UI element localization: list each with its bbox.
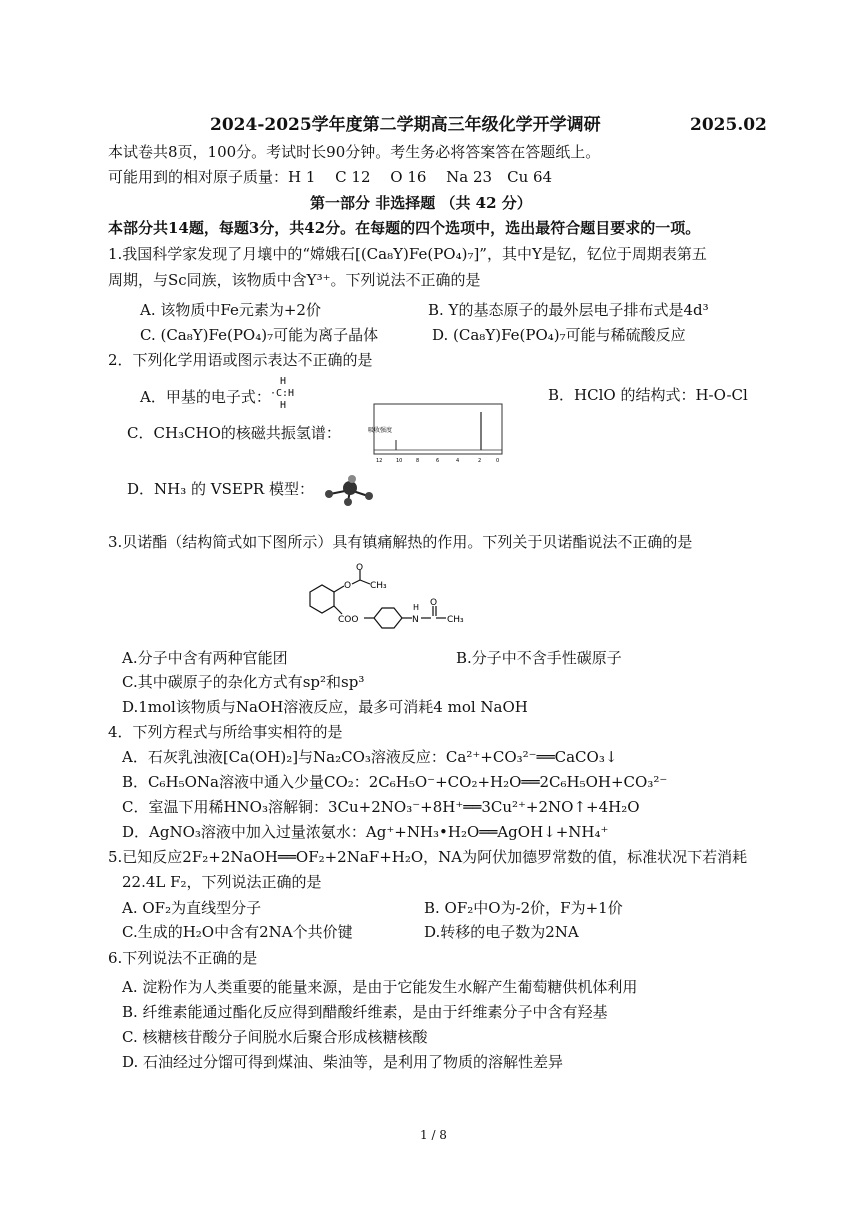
q4-stem: 4．下列方程式与所给事实相符的是 (108, 723, 343, 741)
nmr-axis-label: 吸收强度 (368, 427, 393, 434)
q6-option-a: A. 淀粉作为人类重要的能量来源，是由于它能发生水解产生葡萄糖供机体利用 (122, 978, 638, 996)
vsepr-center-atom (343, 481, 357, 495)
nmr-tick: 10 (396, 458, 403, 464)
nmr-tick: 0 (496, 458, 500, 464)
nmr-tick: 12 (376, 458, 383, 464)
vsepr-h-atom (344, 498, 352, 506)
q5-option-d: D.转移的电子数为2NA (424, 923, 579, 941)
q4-option-b: B．C₆H₅ONa溶液中通入少量CO₂：2C₆H₅O⁻+CO₂+H₂O══2C₆H₅OH+CO₃²⁻ (122, 773, 668, 791)
q3-option-d: D.1mol该物质与NaOH溶液反应，最多可消耗4 mol NaOH (122, 698, 528, 716)
vsepr-lone-pair (348, 475, 356, 483)
benorilate-structure (290, 562, 490, 634)
bond (352, 580, 360, 584)
group-coo: COO (338, 615, 359, 625)
q3-option-b: B.分子中不含手性碳原子 (456, 649, 622, 667)
benzene-ring (374, 608, 402, 628)
q5-option-b: B. OF₂中O为-2价，F为+1价 (424, 899, 623, 917)
nmr-frame (374, 404, 502, 454)
q1-stem-2: 周期，与Sc同族，该物质中含Y³⁺。下列说法不正确的是 (108, 271, 481, 289)
atom-o: O (356, 563, 364, 573)
atom-h: H (413, 603, 420, 612)
nmr-spectrum (366, 402, 506, 466)
bond (360, 580, 370, 584)
q1-option-d: D. (Ca₈Y)Fe(PO₄)₇可能与稀硫酸反应 (432, 326, 686, 344)
vsepr-h-atom (325, 490, 333, 498)
q1-option-a: A. 该物质中Fe元素为+2价 (140, 301, 321, 319)
q2-option-c: C．CH₃CHO的核磁共振氢谱： (127, 424, 341, 442)
q4-option-d: D．AgNO₃溶液中加入过量浓氨水：Ag⁺+NH₃•H₂O══AgOH↓+NH₄⁺ (122, 823, 609, 841)
exam-title: 2024-2025学年度第二学期高三年级化学开学调研 (210, 115, 601, 135)
vsepr-h-atom (365, 492, 373, 500)
q5-stem-2: 22.4L F₂，下列说法正确的是 (122, 873, 322, 891)
q1-option-c: C. (Ca₈Y)Fe(PO₄)₇可能为离子晶体 (140, 326, 379, 344)
q6-option-c: C. 核糖核苷酸分子间脱水后聚合形成核糖核酸 (122, 1028, 428, 1046)
page-number: 1 / 8 (420, 1128, 447, 1142)
q6-option-d: D. 石油经过分馏可得到煤油、柴油等，是利用了物质的溶解性差异 (122, 1053, 564, 1071)
q3-stem: 3.贝诺酯（结构简式如下图所示）具有镇痛解热的作用。下列关于贝诺酯说法不正确的是 (108, 533, 693, 551)
q1-stem-1: 1.我国科学家发现了月壤中的“嫦娥石[(Ca₈Y)Fe(PO₄)₇]”，其中Y是钇，钇位于周期表第五 (108, 245, 707, 263)
atom-o: O (344, 581, 352, 591)
q5-stem-1: 5.已知反应2F₂+2NaOH══OF₂+2NaF+H₂O，NA为阿伏加德罗常数的值，标准状况下若消耗 (108, 848, 748, 866)
q6-option-b: B. 纤维素能通过酯化反应得到醋酸纤维素，是由于纤维素分子中含有羟基 (122, 1003, 608, 1021)
q2-option-d: D．NH₃ 的 VSEPR 模型： (127, 480, 314, 498)
q2-option-b: B．HClO 的结构式：H-O-Cl (548, 386, 748, 404)
q5-option-a: A. OF₂为直线型分子 (122, 899, 262, 917)
nmr-tick: 8 (416, 458, 420, 464)
atom-o: O (430, 598, 438, 608)
q1-option-b: B. Y的基态原子的最外层电子排布式是4d³ (428, 301, 709, 319)
part-heading: 第一部分 非选择题 （共 42 分） (310, 194, 532, 212)
group-ch3: CH₃ (447, 615, 464, 625)
q3-option-c: C.其中碳原子的杂化方式有sp²和sp³ (122, 673, 365, 691)
q4-option-a: A．石灰乳浊液[Ca(OH)₂]与Na₂CO₃溶液反应：Ca²⁺+CO₃²⁻══CaCO₃↓ (122, 748, 618, 766)
exam-date: 2025.02 (690, 115, 767, 135)
part-instruction: 本部分共14题，每题3分，共42分。在每题的四个选项中，选出最符合题目要求的一项。 (108, 219, 701, 237)
bond (334, 586, 344, 592)
exam-info-1: 本试卷共8页，100分。考试时长90分钟。考生务必将答案答在答题纸上。 (108, 143, 601, 161)
group-ch3: CH₃ (370, 581, 387, 591)
q5-option-c: C.生成的H₂O中含有2NA个共价键 (122, 923, 353, 941)
q3-option-a: A.分子中含有两种官能团 (122, 649, 288, 667)
methyl-electron-formula: H ·C:H H (270, 376, 295, 411)
exam-info-2: 可能用到的相对原子质量：H 1 C 12 O 16 Na 23 Cu 64 (108, 168, 553, 186)
vsepr-model (322, 474, 378, 506)
nmr-tick: 2 (478, 458, 482, 464)
q4-option-c: C．室温下用稀HNO₃溶解铜：3Cu+2NO₃⁻+8H⁺══3Cu²⁺+2NO↑+4H₂O (122, 798, 640, 816)
atom-n: N (412, 615, 419, 625)
nmr-tick: 6 (436, 458, 440, 464)
q6-stem: 6.下列说法不正确的是 (108, 949, 258, 967)
q2-option-a: A．甲基的电子式： (140, 388, 271, 406)
bond (334, 606, 342, 614)
q2-stem: 2．下列化学用语或图示表达不正确的是 (108, 351, 373, 369)
benzene-ring (310, 585, 334, 613)
nmr-tick: 4 (456, 458, 460, 464)
